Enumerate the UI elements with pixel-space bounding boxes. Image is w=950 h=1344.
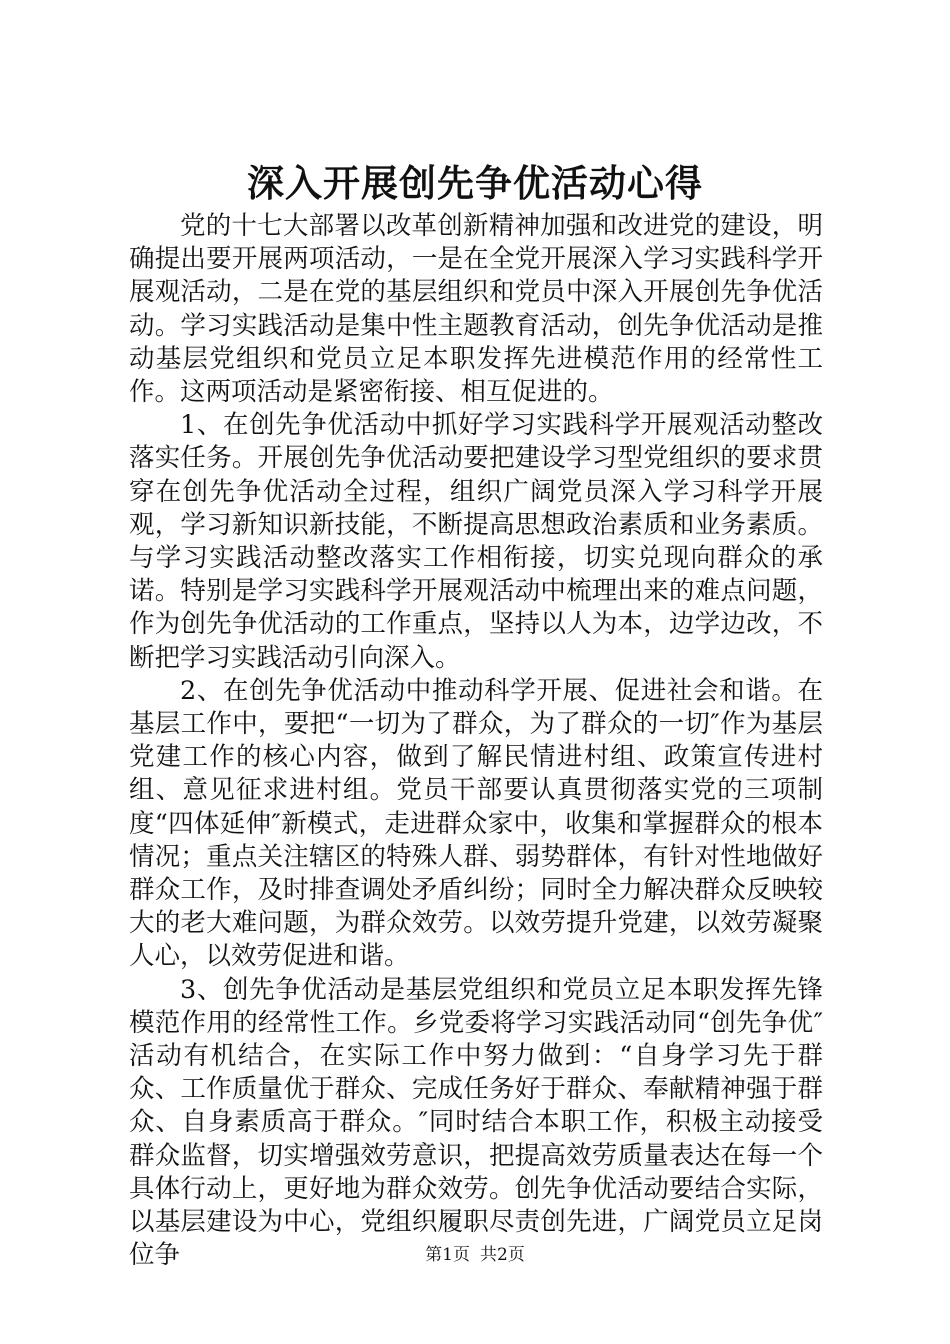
paragraph-intro: 党的十七大部署以改革创新精神加强和改进党的建设，明确提出要开展两项活动，一是在全党开展深入学习实践科学开展观活动，二是在党的基层组织和党员中深入开展创先争优活动。学习实践活动是集中性主题教育活动，创先争优活动是推动基层党组织和党员立足本职发挥先进模范作用的经常性工作。这两项活动是紧密衔接、相互促进的。 bbox=[129, 211, 823, 408]
paragraph-point-2: 2、在创先争优活动中推动科学开展、促进社会和谐。在基层工作中，要把“一切为了群众，为了群众的一切″作为基层党建工作的核心内容，做到了解民情进村组、政策宣传进村组、意见征求进村组。党员干部要认真贯彻落实党的三项制度“四体延伸″新模式，走进群众家中，收集和掌握群众的根本情况；重点关注辖区的特殊人群、弱势群体，有针对性地做好群众工作，及时排查调处矛盾纠纷；同时全力解决群众反映较大的老大难问题，为群众效劳。以效劳提升党建，以效劳凝聚人心，以效劳促进和谐。 bbox=[129, 675, 823, 972]
page-footer bbox=[0, 1243, 950, 1267]
paragraph-point-3: 3、创先争优活动是基层党组织和党员立足本职发挥先锋模范作用的经常性工作。乡党委将学习实践活动同“创先争优″活动有机结合，在实际工作中努力做到：“自身学习先于群众、工作质量优于群众、完成任务好于群众、奉献精神强于群众、自身素质高于群众。″同时结合本职工作，积极主动接受群众监督，切实增强效劳意识，把提高效劳质量表达在每一个具体行动上，更好地为群众效劳。创先争优活动要结合实际，以基层建设为中心，党组织履职尽责创先进，广阔党员立足岗位争 bbox=[129, 974, 823, 1271]
document-title: 深入开展创先争优活动心得 bbox=[247, 161, 703, 205]
page-count: 共2页 bbox=[480, 1245, 525, 1265]
paragraph-point-1: 1、在创先争优活动中抓好学习实践科学开展观活动整改落实任务。开展创先争优活动要把建设学习型党组织的要求贯穿在创先争优活动全过程，组织广阔党员深入学习科学开展观，学习新知识新技能，不断提高思想政治素质和业务素质。与学习实践活动整改落实工作相衔接，切实兑现向群众的承诺。特别是学习实践科学开展观活动中梳理出来的难点问题，作为创先争优活动的工作重点，坚持以人为本，边学边改，不断把学习实践活动引向深入。 bbox=[129, 410, 823, 673]
page-number: 第1页 bbox=[425, 1245, 470, 1265]
document-body bbox=[129, 210, 823, 1273]
